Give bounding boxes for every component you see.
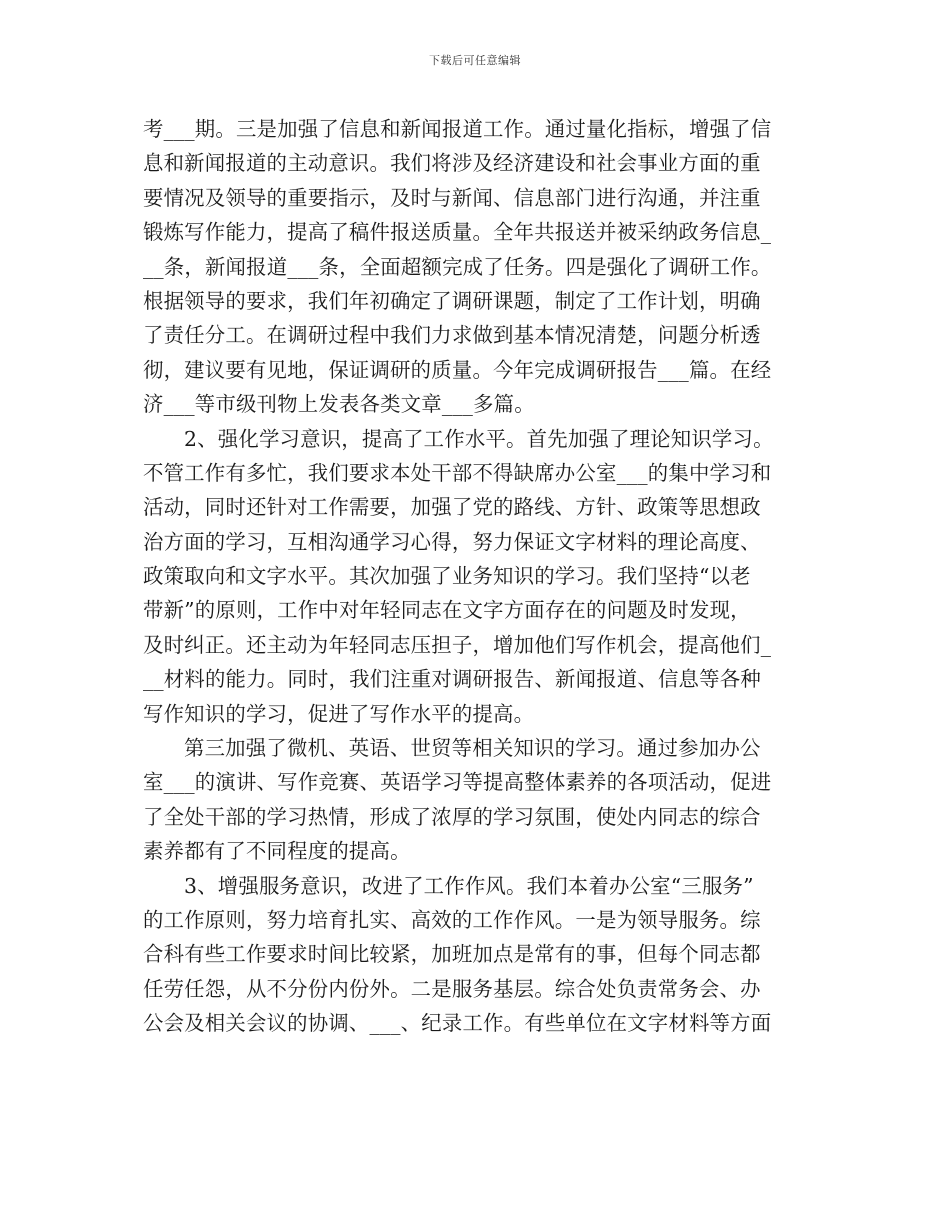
text-line: 及时纠正。还主动为年轻同志压担子，增加他们写作机会，提高他们_ — [143, 632, 772, 657]
text-line: 素养都有了不同程度的提高。 — [143, 839, 411, 864]
text-line: 治方面的学习，互相沟通学习心得，努力保证文字材料的理论高度、 — [143, 529, 761, 554]
text-line: 带新”的原则，工作中对年轻同志在文字方面存在的问题及时发现， — [143, 598, 751, 623]
paragraph-first-line: 2、强化学习意识，提高了工作水平。首先加强了理论知识学习。 — [184, 426, 774, 451]
text-line: 的工作原则，努力培育扎实、高效的工作作风。一是为领导服务。综 — [143, 907, 761, 932]
text-line: __材料的能力。同时，我们注重对调研报告、新闻报道、信息等各种 — [143, 667, 761, 692]
text-line: 要情况及领导的重要指示，及时与新闻、信息部门进行沟通，并注重 — [143, 185, 761, 210]
text-line: 了责任分工。在调研过程中我们力求做到基本情况清楚，问题分析透 — [143, 323, 761, 348]
text-line: 彻，建议要有见地，保证调研的质量。今年完成调研报告___篇。在经 — [143, 357, 772, 382]
text-line: 合科有些工作要求时间比较紧，加班加点是常有的事，但每个同志都 — [143, 942, 761, 967]
document-body — [143, 112, 808, 1041]
text-line: 室___的演讲、写作竞赛、英语学习等提高整体素养的各项活动，促进 — [143, 770, 772, 795]
text-line: 息和新闻报道的主动意识。我们将涉及经济建设和社会事业方面的重 — [143, 151, 761, 176]
text-line: 济___等市级刊物上发表各类文章___多篇。 — [143, 392, 535, 417]
text-line: 活动，同时还针对工作需要，加强了党的路线、方针、政策等思想政 — [143, 495, 761, 520]
text-line: 考___期。三是加强了信息和新闻报道工作。通过量化指标，增强了信 — [143, 117, 772, 141]
text-line: 公会及相关会议的协调、___、纪录工作。有些单位在文字材料等方面 — [143, 1011, 772, 1036]
header-note: 下载后可任意编辑 — [429, 54, 521, 67]
text-line: 锻炼写作能力，提高了稿件报送质量。全年共报送并被采纳政务信息_ — [143, 220, 772, 245]
text-line: 不管工作有多忙，我们要求本处干部不得缺席办公室___的集中学习和 — [143, 460, 772, 485]
text-line: __条，新闻报道___条，全面超额完成了任务。四是强化了调研工作。 — [143, 254, 772, 279]
paragraph-first-line: 3、增强服务意识，改进了工作作风。我们本着办公室“三服务” — [184, 873, 754, 898]
text-line: 任劳任怨，从不分份内份外。二是服务基层。综合处负责常务会、办 — [143, 976, 761, 1001]
text-line: 了全处干部的学习热情，形成了浓厚的学习氛围，使处内同志的综合 — [143, 804, 761, 829]
text-line: 政策取向和文字水平。其次加强了业务知识的学习。我们坚持“以老 — [143, 564, 751, 589]
text-line: 写作知识的学习，促进了写作水平的提高。 — [143, 701, 535, 726]
text-line: 根据领导的要求，我们年初确定了调研课题，制定了工作计划，明确 — [143, 288, 761, 313]
paragraph-first-line: 第三加强了微机、英语、世贸等相关知识的学习。通过参加办公 — [184, 736, 761, 761]
